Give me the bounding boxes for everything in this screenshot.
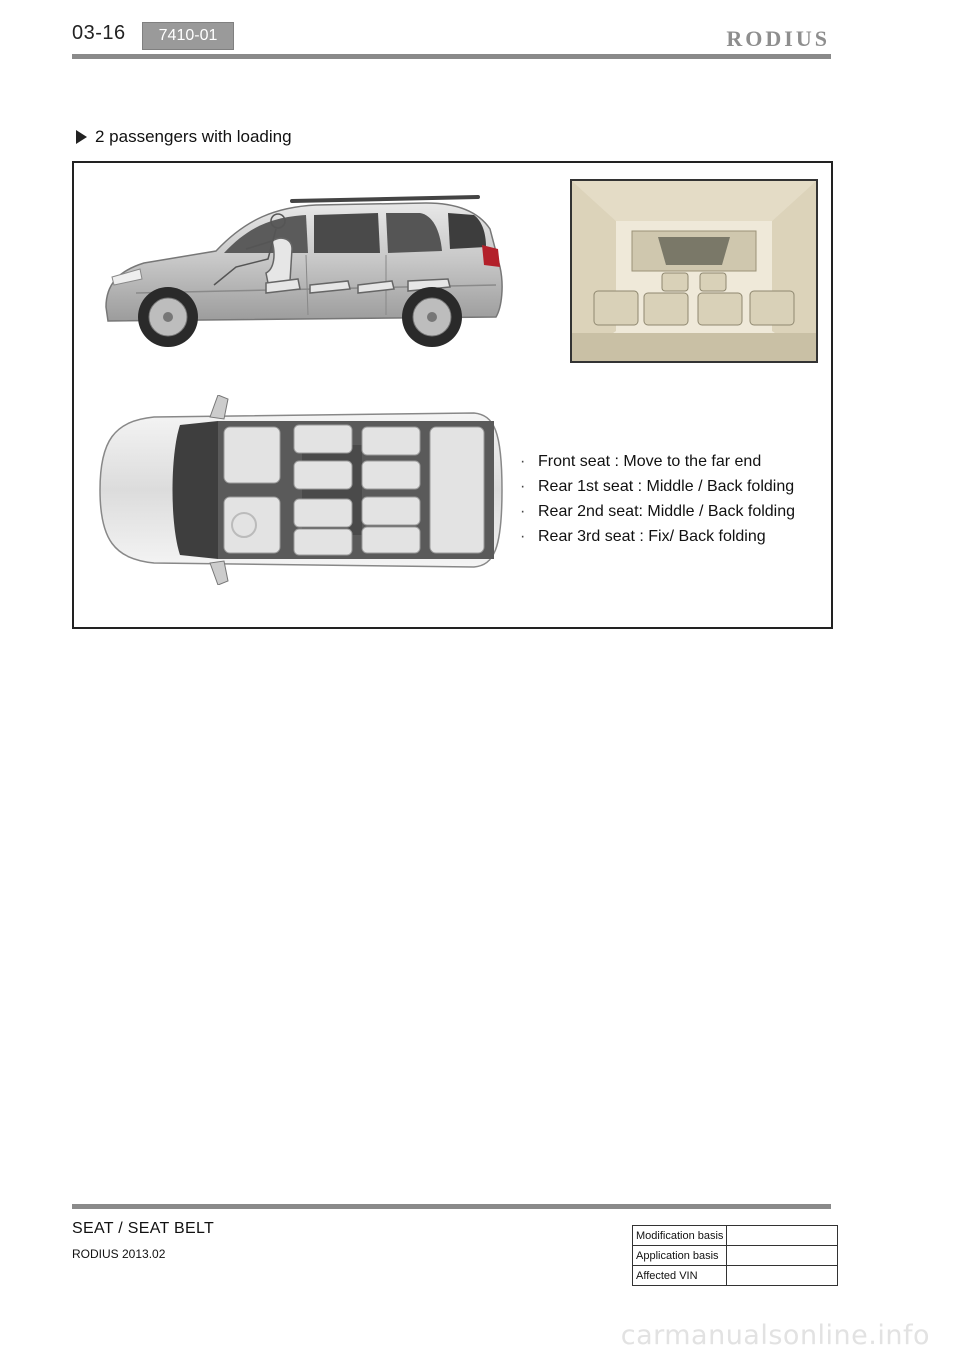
footer-title: SEAT / SEAT BELT [72,1220,215,1237]
table-value [727,1266,838,1286]
list-item [520,474,795,499]
bullet: · [520,453,526,470]
note-text: Rear 3rd seat : Fix/ Back folding [538,528,766,545]
section-heading-text: 2 passengers with loading [95,127,292,146]
section-heading [76,127,292,147]
seat-arrangement-notes [520,449,795,549]
figure-frame [72,161,833,629]
section-code-badge: 7410-01 [142,22,234,50]
vehicle-top-view-illustration [94,395,504,585]
vehicle-side-view-illustration [96,189,508,361]
footer-subtitle: RODIUS 2013.02 [72,1247,166,1261]
page-number: 03-16 [72,22,126,44]
list-item [520,524,795,549]
table-value [727,1246,838,1266]
watermark [0,1318,960,1358]
table-label: Modification basis [633,1226,727,1246]
watermark-text: carmanualsonline.info [620,1320,930,1351]
bullet: · [520,528,526,545]
note-text: Front seat : Move to the far end [538,453,762,470]
note-text: Rear 2nd seat: Middle / Back folding [538,503,796,520]
table-value [727,1226,838,1246]
interior-view-illustration [570,179,818,363]
brand-logo: RODIUS [726,26,830,51]
note-text: Rear 1st seat : Middle / Back folding [538,478,795,495]
table-row [633,1266,838,1286]
table-row [633,1226,838,1246]
table-label: Affected VIN [633,1266,727,1286]
header-rule [72,54,831,59]
table-row [633,1246,838,1266]
list-item [520,449,795,474]
footer-rule [72,1204,831,1209]
triangle-bullet-icon [76,130,87,144]
modification-info-table [632,1225,838,1286]
bullet: · [520,503,526,520]
bullet: · [520,478,526,495]
table-label: Application basis [633,1246,727,1266]
list-item [520,499,795,524]
